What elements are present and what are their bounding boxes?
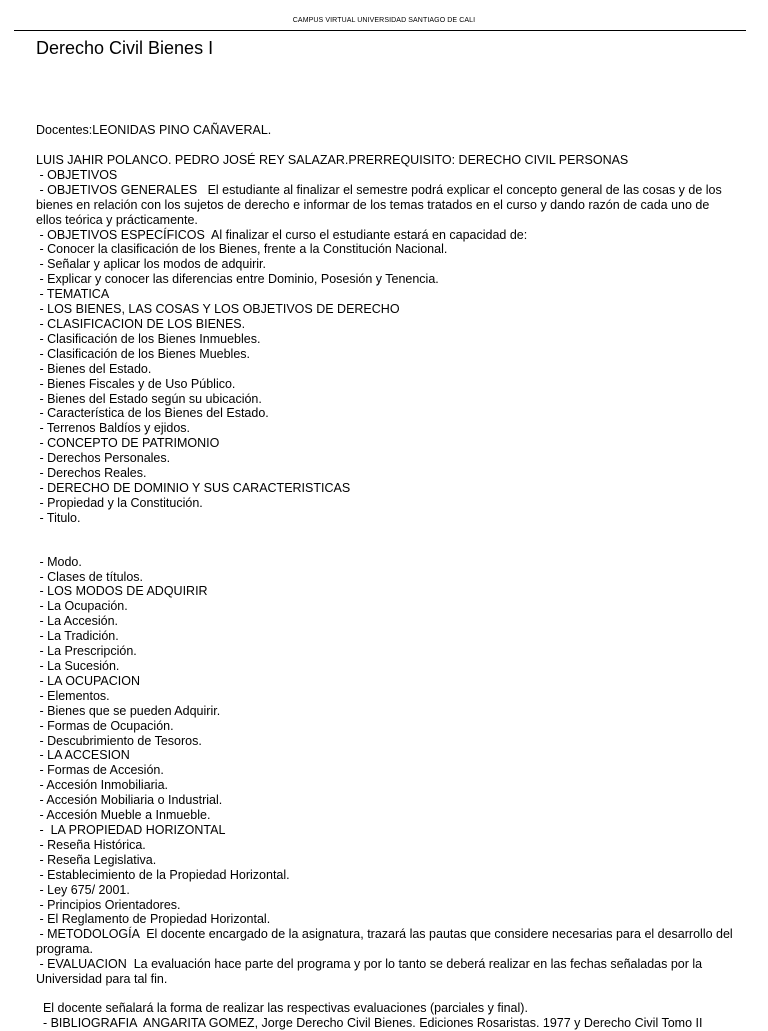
body-line: - Clasificación de los Bienes Muebles. xyxy=(36,346,251,361)
body-line: - Derechos Personales. xyxy=(36,451,171,466)
page-header: CAMPUS VIRTUAL UNIVERSIDAD SANTIAGO DE CALI xyxy=(292,17,476,24)
body-line: - Reseña Legislativa. xyxy=(36,852,157,867)
document-body xyxy=(36,153,737,1031)
body-line: - El Reglamento de Propiedad Horizontal. xyxy=(36,912,271,927)
body-line: - Clases de títulos. xyxy=(36,569,143,584)
body-line: - Bienes que se pueden Adquirir. xyxy=(36,703,221,718)
body-line: - EVALUACION La evaluación hace parte del programa y por lo tanto se deberá realizar en las fechas señaladas por la Universidad para tal fin. xyxy=(36,957,706,987)
body-line: - LOS MODOS DE ADQUIRIR xyxy=(36,584,208,599)
body-line: LUIS JAHIR POLANCO. PEDRO JOSÉ REY SALAZAR.PRERREQUISITO: DERECHO CIVIL PERSONAS xyxy=(36,153,629,167)
body-line: - Explicar y conocer las diferencias entre Dominio, Posesión y Tenencia. xyxy=(36,272,439,287)
body-line: - CONCEPTO DE PATRIMONIO xyxy=(36,436,220,451)
body-line: - Característica de los Bienes del Estado. xyxy=(36,406,269,421)
body-line: - La Sucesión. xyxy=(36,659,120,673)
body-line: - TEMATICA xyxy=(36,287,110,302)
body-line: - Descubrimiento de Tesoros. xyxy=(36,733,202,748)
body-line: - Conocer la clasificación de los Bienes, frente a la Constitución Nacional. xyxy=(36,242,448,257)
body-line: - Ley 675/ 2001. xyxy=(36,882,130,897)
body-line: - Señalar y aplicar los modos de adquirir. xyxy=(36,257,266,272)
spacer xyxy=(36,987,734,1001)
body-line: - La Ocupación. xyxy=(36,599,128,614)
body-line: - Bienes del Estado según su ubicación. xyxy=(36,391,262,406)
body-line: - Elementos. xyxy=(36,688,110,703)
body-line: - Bienes Fiscales y de Uso Público. xyxy=(36,376,236,391)
body-line: - CLASIFICACION DE LOS BIENES. xyxy=(36,316,246,331)
body-line: - Bienes del Estado. xyxy=(36,361,152,376)
body-line: - Reseña Histórica. xyxy=(36,837,146,852)
docentes-line: Docentes:LEONIDAS PINO CAÑAVERAL. xyxy=(36,123,272,137)
body-line: - DERECHO DE DOMINIO Y SUS CARACTERISTICAS xyxy=(36,480,351,495)
body-line: - Formas de Accesión. xyxy=(36,763,164,778)
body-line: - OBJETIVOS xyxy=(36,167,118,182)
body-line: - Titulo. xyxy=(36,510,81,525)
body-line: - Modo. xyxy=(36,554,82,569)
syllabus-section-3 xyxy=(36,1001,734,1031)
body-line: - La Tradición. xyxy=(36,629,119,644)
spacer xyxy=(36,526,734,555)
syllabus-section-1 xyxy=(36,153,734,526)
body-line: - BIBLIOGRAFIA ANGARITA GOMEZ, Jorge Derecho Civil Bienes. Ediciones Rosaristas. 1977 y Derecho Civil Tomo II xyxy=(36,1015,703,1030)
body-line: - Accesión Mobiliaria o Industrial. xyxy=(36,793,223,808)
body-line: - LA OCUPACION xyxy=(36,673,140,688)
body-line: - Formas de Ocupación. xyxy=(36,718,174,733)
body-line: - La Prescripción. xyxy=(36,644,137,659)
syllabus-section-2 xyxy=(36,554,737,987)
document-title: Derecho Civil Bienes I xyxy=(36,38,214,58)
body-line: - LOS BIENES, LAS COSAS Y LOS OBJETIVOS DE DERECHO xyxy=(36,302,400,317)
body-line: - Clasificación de los Bienes Inmuebles. xyxy=(36,331,261,346)
body-line: - Principios Orientadores. xyxy=(36,897,181,912)
body-line: - Terrenos Baldíos y ejidos. xyxy=(36,421,191,436)
body-line: - METODOLOGÍA El docente encargado de la asignatura, trazará las pautas que considere necesarias para el desarrollo del programa. xyxy=(36,927,737,957)
body-line: - Accesión Inmobiliaria. xyxy=(36,778,169,793)
header-divider xyxy=(14,30,746,31)
body-line: - Derechos Reales. xyxy=(36,466,147,481)
body-line: - LA ACCESION xyxy=(36,748,130,763)
body-line: - Establecimiento de la Propiedad Horizontal. xyxy=(36,867,290,882)
body-line: - Propiedad y la Constitución. xyxy=(36,495,203,510)
body-line: El docente señalará la forma de realizar las respectivas evaluaciones (parciales y final). xyxy=(36,1000,528,1015)
body-line: - LA PROPIEDAD HORIZONTAL xyxy=(36,822,226,837)
body-line: - OBJETIVOS ESPECÍFICOS Al finalizar el curso el estudiante estará en capacidad de: xyxy=(36,227,528,242)
body-line: - OBJETIVOS GENERALES El estudiante al finalizar el semestre podrá explicar el concepto general de las cosas y de los bienes en relación con los sujetos de derecho e informar de los temas tratados en el curso y dando razón de cada uno de ellos teórica y prácticamente. xyxy=(36,182,726,227)
body-line: - La Accesión. xyxy=(36,614,118,629)
body-line: - Accesión Mueble a Inmueble. xyxy=(36,808,211,823)
